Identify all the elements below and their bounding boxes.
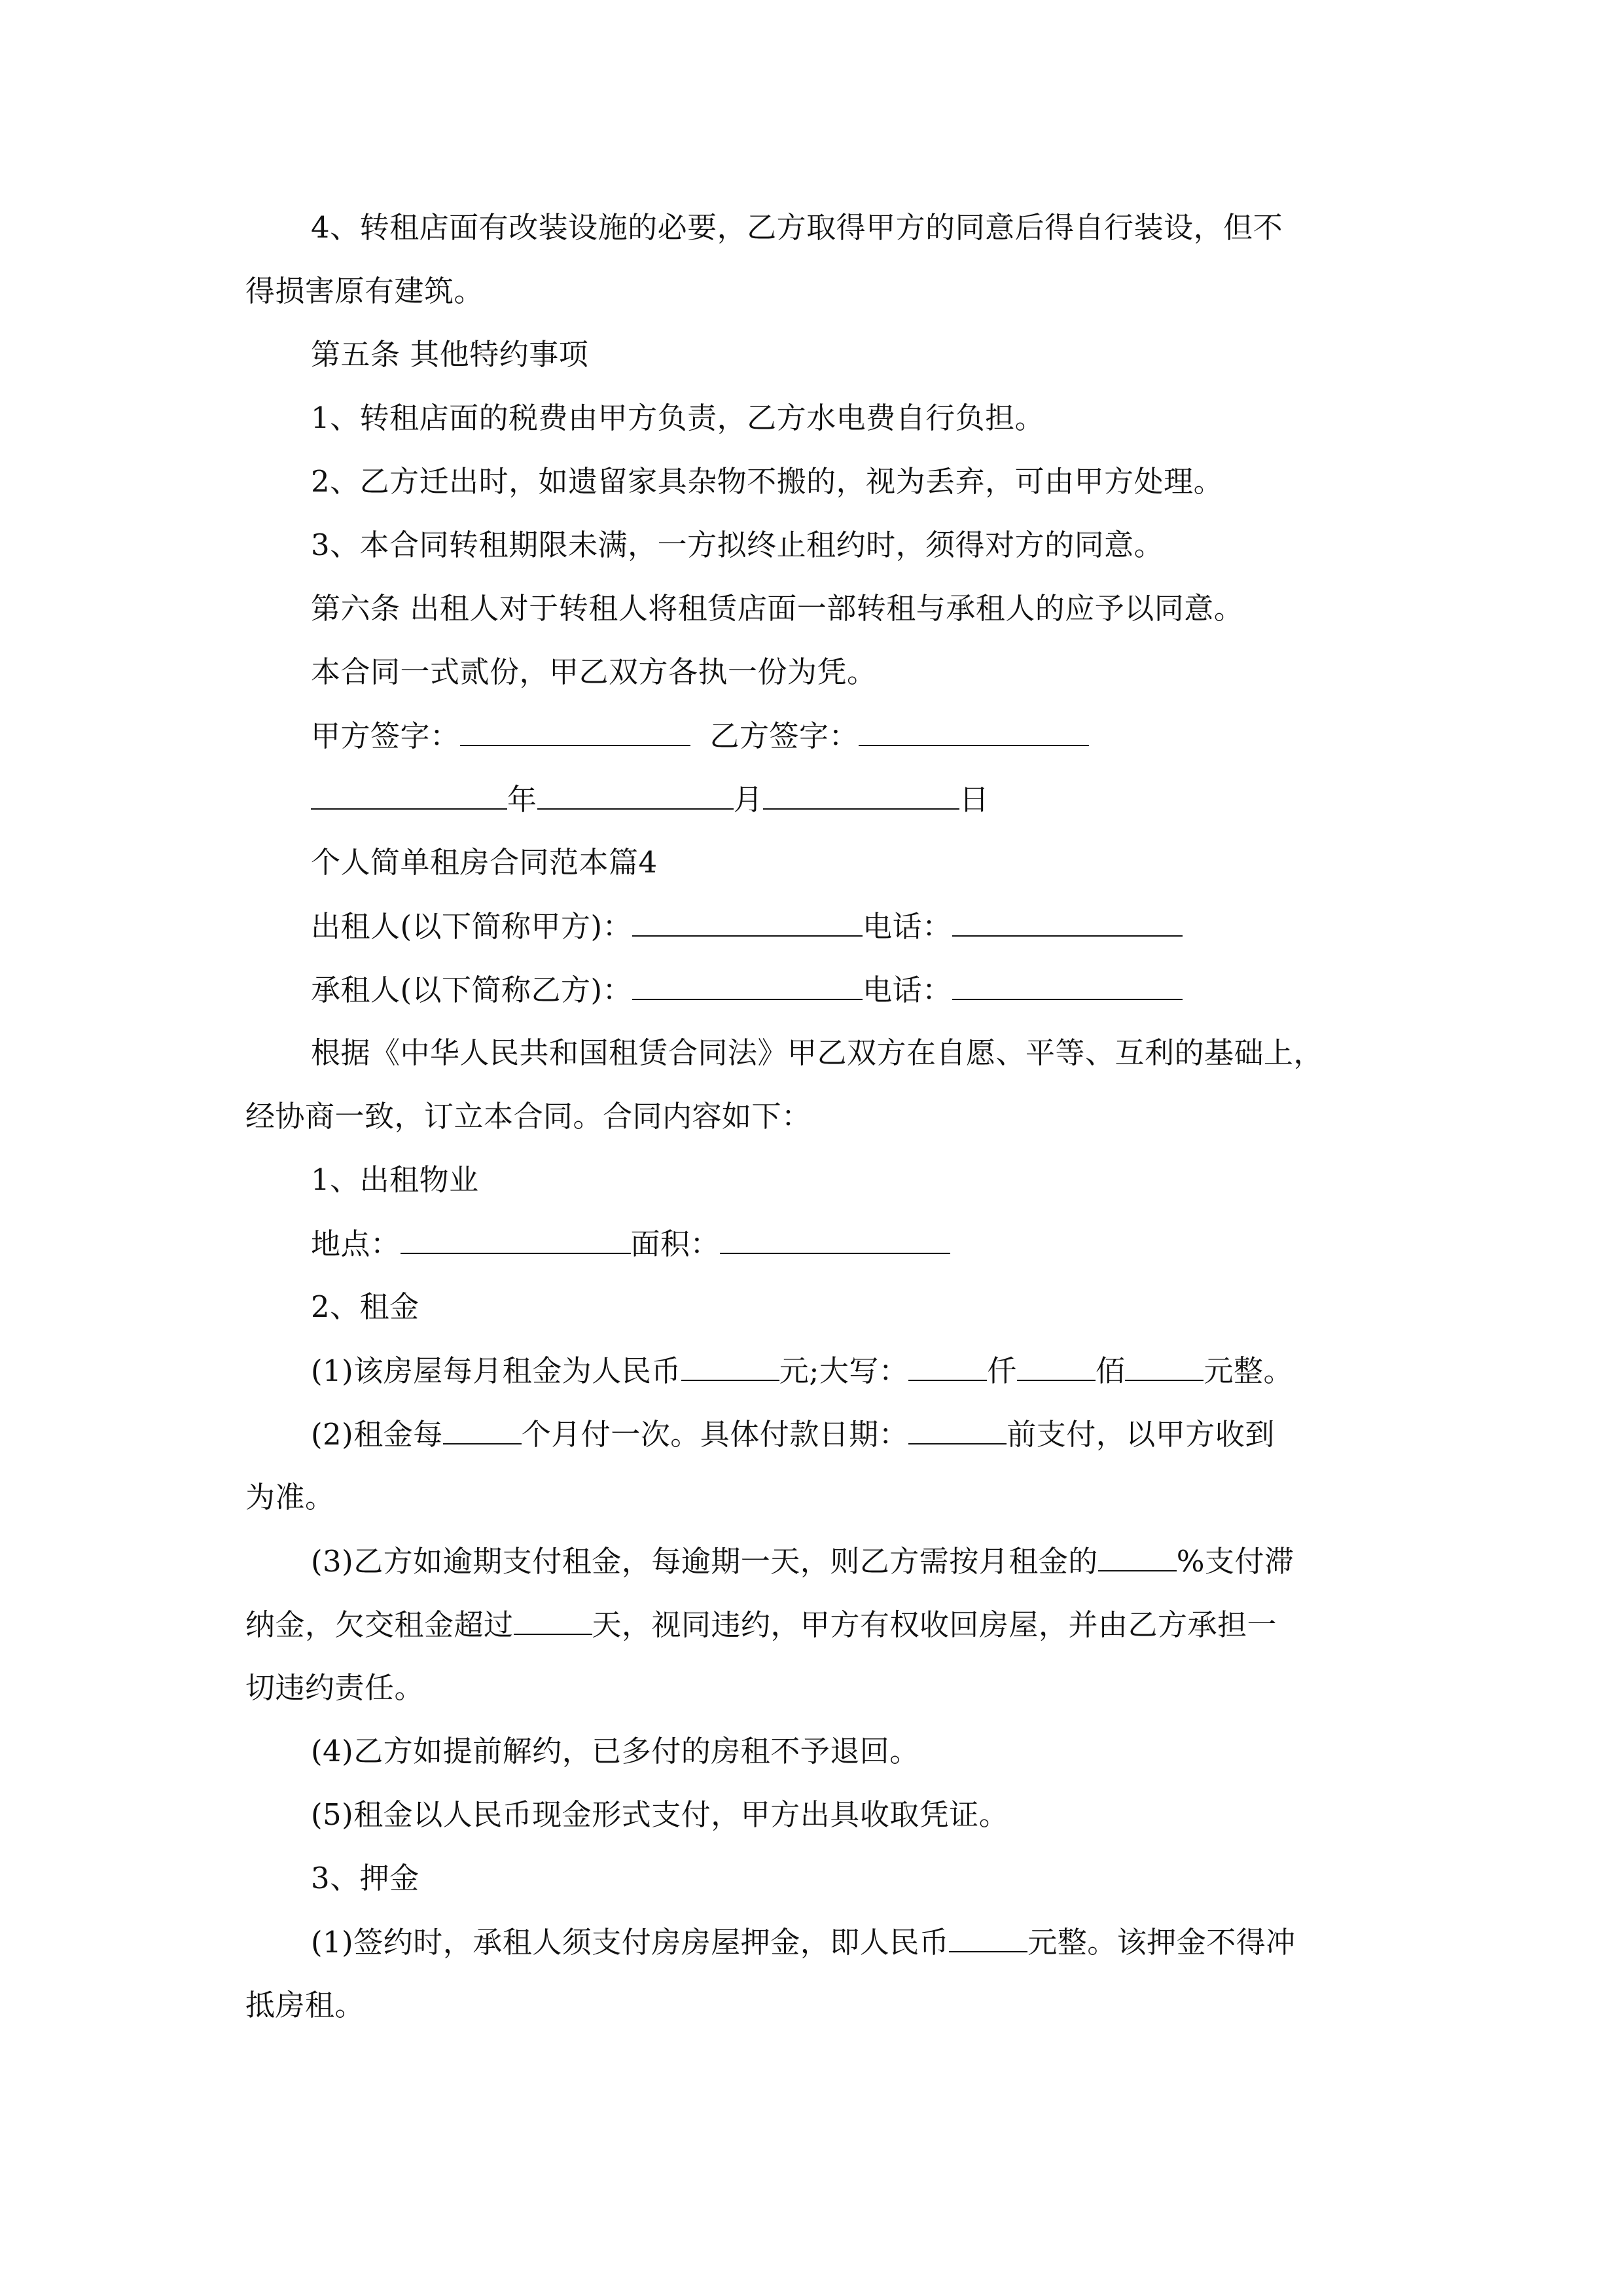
rent3-text-b: %支付滞 (1176, 1544, 1294, 1579)
late-fee-percent-blank[interactable] (1098, 1541, 1177, 1571)
rent3-text-a: (3)乙方如逾期支付租金，每逾期一天，则乙方需按月租金的 (311, 1544, 1098, 1579)
rent1-text-c: 仟 (987, 1354, 1017, 1388)
rent1-text-b: 元;大写： (779, 1354, 909, 1388)
day-blank[interactable] (763, 780, 959, 810)
rent3-line2-text-b: 天，视同违约，甲方有权收回房屋，并由乙方承担一 (592, 1607, 1277, 1642)
location-blank[interactable] (401, 1224, 631, 1254)
lessee-line (311, 970, 1463, 1010)
article-5-item-1: 1、转租店面的税费由甲方负责，乙方水电费自行负担。 (311, 401, 1045, 435)
deposit-clause-1-cont: 抵房租。 (245, 1988, 365, 2022)
item3-title: 3、押金 (311, 1861, 419, 1895)
day-label: 日 (959, 782, 990, 817)
party-b-sign-label: 乙方签字： (709, 719, 859, 753)
rent-clause-2 (311, 1414, 1463, 1454)
copies-note: 本合同一式贰份，甲乙双方各执一份为凭。 (311, 655, 877, 689)
location-line (311, 1224, 1463, 1264)
article-6: 第六条 出租人对于转租人将租赁店面一部转租与承租人的应予以同意。 (311, 591, 1244, 626)
year-label: 年 (507, 782, 537, 817)
area-label: 面积： (630, 1227, 721, 1261)
rent3-line2-text-a: 纳金，欠交租金超过 (245, 1607, 514, 1642)
item1-title: 1、出租物业 (311, 1162, 479, 1197)
deposit-amount-blank[interactable] (949, 1922, 1027, 1952)
lessor-phone-blank[interactable] (952, 906, 1183, 937)
month-blank[interactable] (537, 780, 734, 810)
intro-line1: 根据《中华人民共和国租赁合同法》甲乙双方在自愿、平等、互利的基础上， (311, 1035, 1324, 1070)
lessee-phone-label: 电话： (863, 973, 952, 1007)
rent-hundred-blank[interactable] (1017, 1351, 1096, 1381)
rent-clause-3-line2 (245, 1605, 1397, 1645)
deposit1-text-a: (1)签约时，承租人须支付房房屋押金，即人民币 (311, 1925, 950, 1960)
clause-4-line2: 得损害原有建筑。 (245, 274, 484, 308)
rent-clause-5: (5)租金以人民币现金形式支付，甲方出具收取凭证。 (311, 1797, 1009, 1832)
rent2-text-c: 前支付，以甲方收到 (1007, 1417, 1275, 1452)
rent-months-blank[interactable] (443, 1414, 522, 1444)
deposit1-text-b: 元整。该押金不得冲 (1027, 1925, 1296, 1960)
rent-clause-3 (311, 1541, 1463, 1581)
rent-clause-1 (311, 1351, 1463, 1391)
lessee-label: 承租人(以下简称乙方)： (311, 973, 633, 1007)
rent-clause-4: (4)乙方如提前解约，已多付的房租不予退回。 (311, 1734, 919, 1768)
intro-line2: 经协商一致，订立本合同。合同内容如下： (245, 1099, 812, 1134)
month-label: 月 (733, 782, 764, 817)
party-a-sign-label: 甲方签字： (311, 719, 460, 753)
lessee-phone-blank[interactable] (952, 970, 1183, 1000)
lessor-label: 出租人(以下简称甲方)： (311, 909, 633, 944)
clause-4-line1: 4、转租店面有改装设施的必要，乙方取得甲方的同意后得自行装设，但不 (311, 210, 1283, 245)
location-label: 地点： (311, 1227, 401, 1261)
rent1-text-d: 佰 (1095, 1354, 1126, 1388)
article-5-item-2: 2、乙方迁出时，如遗留家具杂物不搬的，视为丢弃，可由甲方处理。 (311, 464, 1224, 499)
rent-amount-blank[interactable] (681, 1351, 779, 1381)
year-blank[interactable] (311, 780, 507, 810)
item2-title: 2、租金 (311, 1289, 419, 1324)
date-line (311, 780, 1463, 819)
rent-clause-3-line3: 切违约责任。 (245, 1670, 425, 1705)
party-b-sign-blank[interactable] (859, 716, 1089, 746)
signature-line (311, 716, 1463, 756)
lessor-blank[interactable] (632, 906, 863, 937)
rent2-text-b: 个月付一次。具体付款日期： (521, 1417, 909, 1452)
rent2-text-a: (2)租金每 (311, 1417, 443, 1452)
rent1-text-a: (1)该房屋每月租金为人民币 (311, 1354, 681, 1388)
overdue-days-blank[interactable] (514, 1605, 592, 1635)
deposit-clause-1 (311, 1922, 1463, 1962)
article-5-item-3: 3、本合同转租期限未满，一方拟终止租约时，须得对方的同意。 (311, 528, 1164, 562)
payment-date-blank[interactable] (908, 1414, 1007, 1444)
lessee-blank[interactable] (632, 970, 863, 1000)
rent1-text-e: 元整。 (1204, 1354, 1293, 1388)
party-a-sign-blank[interactable] (460, 716, 690, 746)
article-5-title: 第五条 其他特约事项 (311, 337, 589, 372)
section-title: 个人简单租房合同范本篇4 (311, 845, 658, 880)
lessor-phone-label: 电话： (863, 909, 952, 944)
rent-unit-blank[interactable] (1125, 1351, 1204, 1381)
rent-clause-2-cont: 为准。 (245, 1480, 335, 1515)
lessor-line (311, 906, 1463, 946)
rent-thousand-blank[interactable] (908, 1351, 987, 1381)
area-blank[interactable] (720, 1224, 950, 1254)
